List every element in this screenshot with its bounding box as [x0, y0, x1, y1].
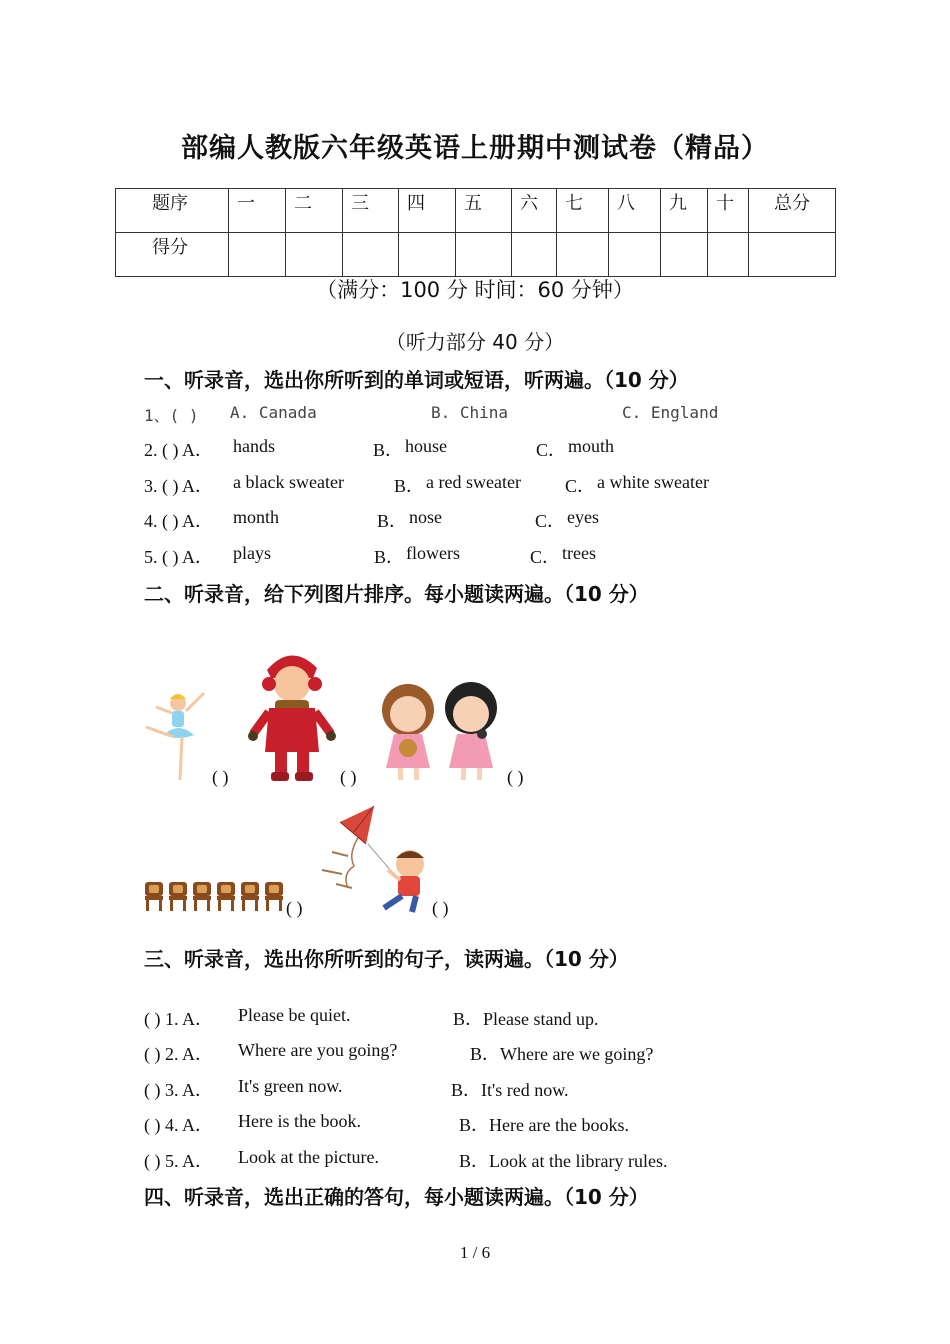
s3-q1-option-b: B．Please stand up. [453, 1009, 599, 1029]
table-cell: 三 [343, 189, 399, 233]
blank-4[interactable]: ( ) [286, 898, 303, 918]
score-input-cell[interactable] [399, 233, 456, 277]
table-cell: 七 [557, 189, 609, 233]
q5-option-a: plays [233, 543, 271, 563]
q2-option-a: hands [233, 436, 275, 456]
score-input-cell[interactable] [708, 233, 749, 277]
q3-option-b: a red sweater [426, 472, 521, 492]
s3-q3-prefix: ( ) 3. A． [144, 1080, 213, 1100]
q3-b-letter: B． [394, 476, 425, 496]
q5-b-letter: B． [374, 547, 405, 567]
q1-option-c: C. England [622, 403, 719, 422]
s3-q2-prefix: ( ) 2. A． [144, 1044, 213, 1064]
blank-3[interactable]: ( ) [507, 767, 524, 787]
table-cell: 六 [512, 189, 557, 233]
score-input-cell[interactable] [512, 233, 557, 277]
s3-q1-option-a: Please be quiet. [238, 1005, 351, 1025]
q2-option-b: house [405, 436, 447, 456]
q5-option-b: flowers [406, 543, 460, 563]
q3-option-c: a white sweater [597, 472, 709, 492]
table-cell: 四 [399, 189, 456, 233]
s3-q4-option-b: B．Here are the books. [459, 1115, 629, 1135]
score-table-header-row [116, 189, 836, 233]
q1-prefix: 1、( ) [144, 406, 199, 425]
s3-q5-prefix: ( ) 5. A． [144, 1151, 213, 1171]
table-cell: 十 [708, 189, 749, 233]
q4-prefix: 4. ( ) A． [144, 511, 213, 531]
q3-prefix: 3. ( ) A． [144, 476, 213, 496]
q5-c-letter: C． [530, 547, 561, 567]
page-number: 1 / 6 [459, 1243, 491, 1262]
s3-q2-option-b: B．Where are we going? [470, 1044, 654, 1064]
q4-c-letter: C． [535, 511, 566, 531]
q1-option-a: A. Canada [230, 403, 317, 422]
q4-b-letter: B． [377, 511, 408, 531]
table-cell: 得分 [116, 233, 229, 277]
s3-q3-option-a: It's green now. [238, 1076, 343, 1096]
table-cell: 九 [661, 189, 708, 233]
q1-option-b: B. China [431, 403, 509, 422]
s3-q2-option-a: Where are you going? [238, 1040, 398, 1060]
section1-heading: 一、听录音，选出你所听到的单词或短语，听两遍。（10 分） [144, 368, 689, 392]
q2-prefix: 2. ( ) A． [144, 440, 213, 460]
section2-heading: 二、听录音，给下列图片排序。每小题读两遍。（10 分） [144, 582, 649, 606]
section3-heading: 三、听录音，选出你所听到的句子，读两遍。（10 分） [144, 947, 629, 971]
score-input-cell[interactable] [609, 233, 661, 277]
page-title: 部编人教版六年级英语上册期中测试卷（精品） [181, 133, 769, 164]
q2-b-letter: B． [373, 440, 404, 460]
table-cell: 二 [286, 189, 343, 233]
table-cell: 题序 [116, 189, 229, 233]
score-input-cell[interactable] [557, 233, 609, 277]
q2-c-letter: C． [536, 440, 567, 460]
section4-heading: 四、听录音，选出正确的答句，每小题读两遍。（10 分） [144, 1185, 649, 1209]
winter-boy-picture [247, 648, 337, 784]
q4-option-a: month [233, 507, 280, 527]
listening-part-label: （听力部分 40 分） [385, 330, 565, 354]
s3-q4-prefix: ( ) 4. A． [144, 1115, 213, 1135]
table-cell: 五 [456, 189, 512, 233]
blank-1[interactable]: ( ) [212, 767, 229, 787]
score-input-cell[interactable] [661, 233, 708, 277]
q5-prefix: 5. ( ) A． [144, 547, 213, 567]
s3-q5-option-a: Look at the picture. [238, 1147, 379, 1167]
score-input-cell[interactable] [749, 233, 836, 277]
table-cell: 一 [229, 189, 286, 233]
table-cell: 总分 [749, 189, 836, 233]
s3-q3-option-b: B．It's red now. [451, 1080, 569, 1100]
blank-5[interactable]: ( ) [432, 898, 449, 918]
score-input-cell[interactable] [286, 233, 343, 277]
table-cell: 八 [609, 189, 661, 233]
s3-q1-prefix: ( ) 1. A． [144, 1009, 213, 1029]
q5-option-c: trees [562, 543, 596, 563]
score-table [115, 188, 836, 277]
exam-info: （满分：100 分 时间：60 分钟） [316, 278, 634, 302]
q4-option-b: nose [409, 507, 442, 527]
q3-option-a: a black sweater [233, 472, 344, 492]
q3-c-letter: C． [565, 476, 596, 496]
q2-option-c: mouth [568, 436, 615, 456]
singing-girls-picture [374, 682, 504, 784]
kite-boy-picture [318, 804, 430, 914]
ballerina-picture [142, 685, 210, 785]
score-input-cell[interactable] [343, 233, 399, 277]
q4-option-c: eyes [567, 507, 599, 527]
score-table-score-row [116, 233, 836, 277]
s3-q5-option-b: B．Look at the library rules. [459, 1151, 668, 1171]
score-input-cell[interactable] [229, 233, 286, 277]
score-input-cell[interactable] [456, 233, 512, 277]
s3-q4-option-a: Here is the book. [238, 1111, 361, 1131]
chairs-picture [143, 880, 285, 912]
blank-2[interactable]: ( ) [340, 767, 357, 787]
